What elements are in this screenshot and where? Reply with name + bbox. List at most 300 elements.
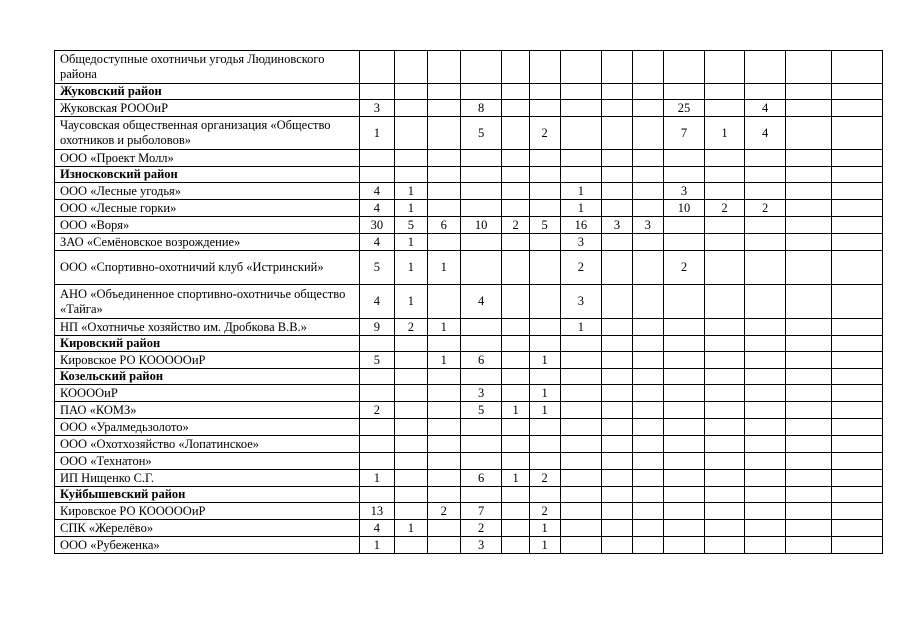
quota-cell	[832, 352, 883, 369]
quota-cell	[602, 100, 633, 117]
quota-cell	[705, 319, 744, 336]
quota-cell: 2	[529, 470, 560, 487]
quota-cell	[744, 150, 786, 167]
quota-cell	[502, 419, 529, 436]
quota-cell	[394, 487, 427, 503]
quota-cell	[602, 503, 633, 520]
quota-cell	[786, 470, 832, 487]
quota-cell: 1	[394, 251, 427, 285]
quota-cell	[744, 369, 786, 385]
quota-cell	[663, 520, 705, 537]
quota-cell: 25	[663, 100, 705, 117]
table-row	[55, 419, 883, 436]
quota-cell	[502, 352, 529, 369]
quota-cell: 16	[560, 217, 602, 234]
quota-cell	[786, 487, 832, 503]
quota-cell	[632, 251, 663, 285]
organization-name: Жуковская РОООиР	[55, 100, 360, 117]
table-row	[55, 453, 883, 470]
quota-cell	[744, 234, 786, 251]
quota-cell: 3	[602, 217, 633, 234]
quota-cell	[744, 537, 786, 554]
quota-cell	[744, 84, 786, 100]
quota-cell	[502, 487, 529, 503]
quota-cell: 1	[427, 352, 460, 369]
table-row	[55, 352, 883, 369]
quota-cell	[632, 285, 663, 319]
quota-cell	[394, 503, 427, 520]
quota-cell: 6	[460, 470, 502, 487]
quota-cell	[427, 234, 460, 251]
quota-cell	[529, 436, 560, 453]
quota-cell: 2	[705, 200, 744, 217]
quota-cell: 30	[359, 217, 394, 234]
quota-cell	[560, 167, 602, 183]
quota-cell	[663, 51, 705, 84]
quota-cell	[786, 369, 832, 385]
quota-cell	[632, 520, 663, 537]
quota-cell	[663, 234, 705, 251]
quota-cell	[786, 419, 832, 436]
quota-cell	[786, 385, 832, 402]
quota-cell	[705, 234, 744, 251]
quota-cell: 10	[663, 200, 705, 217]
organization-name: ИП Нищенко С.Г.	[55, 470, 360, 487]
quota-cell	[529, 319, 560, 336]
quota-cell	[602, 453, 633, 470]
quota-cell	[394, 51, 427, 84]
quota-cell: 5	[359, 352, 394, 369]
quota-cell	[502, 234, 529, 251]
quota-cell	[786, 167, 832, 183]
quota-cell	[632, 234, 663, 251]
quota-cell	[786, 436, 832, 453]
quota-cell	[705, 183, 744, 200]
quota-cell	[663, 285, 705, 319]
quota-cell	[560, 487, 602, 503]
quota-cell	[394, 167, 427, 183]
quota-cell	[705, 150, 744, 167]
quota-cell	[502, 319, 529, 336]
quota-cell	[832, 285, 883, 319]
quota-cell	[602, 150, 633, 167]
quota-cell	[460, 150, 502, 167]
quota-cell	[705, 503, 744, 520]
quota-cell	[832, 150, 883, 167]
organization-name: ПАО «КОМЗ»	[55, 402, 360, 419]
quota-cell	[529, 487, 560, 503]
quota-cell	[705, 470, 744, 487]
quota-cell: 2	[394, 319, 427, 336]
quota-cell: 3	[663, 183, 705, 200]
quota-cell	[502, 51, 529, 84]
quota-cell: 1	[359, 537, 394, 554]
quota-cell	[705, 419, 744, 436]
organization-name: Кировское РО КОООООиР	[55, 352, 360, 369]
quota-cell	[560, 352, 602, 369]
quota-cell	[705, 51, 744, 84]
quota-cell	[632, 537, 663, 554]
quota-cell	[502, 336, 529, 352]
quota-cell	[705, 251, 744, 285]
quota-cell	[632, 183, 663, 200]
quota-cell	[632, 503, 663, 520]
quota-cell	[663, 352, 705, 369]
table-row	[55, 385, 883, 402]
quota-cell: 7	[460, 503, 502, 520]
quota-cell	[560, 436, 602, 453]
quota-cell	[786, 51, 832, 84]
quota-cell	[427, 285, 460, 319]
quota-cell: 2	[502, 217, 529, 234]
quota-cell	[632, 336, 663, 352]
quota-cell	[744, 183, 786, 200]
quota-cell	[602, 369, 633, 385]
table-row	[55, 100, 883, 117]
organization-name: Чаусовская общественная организация «Общество охотников и рыболовов»	[55, 117, 360, 150]
district-header-row	[55, 369, 883, 385]
quota-cell: 4	[359, 285, 394, 319]
quota-cell	[502, 183, 529, 200]
quota-cell	[705, 167, 744, 183]
quota-cell	[394, 84, 427, 100]
organization-name: ООО «Спортивно-охотничий клуб «Истринский»	[55, 251, 360, 285]
quota-cell	[502, 520, 529, 537]
quota-cell	[832, 487, 883, 503]
quota-cell	[786, 503, 832, 520]
quota-cell	[786, 117, 832, 150]
quota-cell	[663, 487, 705, 503]
quota-cell	[663, 369, 705, 385]
quota-cell	[705, 336, 744, 352]
quota-cell	[786, 217, 832, 234]
quota-cell	[529, 200, 560, 217]
quota-cell	[359, 51, 394, 84]
quota-cell	[359, 419, 394, 436]
quota-cell: 3	[560, 234, 602, 251]
quota-cell	[359, 84, 394, 100]
quota-cell	[832, 503, 883, 520]
quota-cell	[832, 385, 883, 402]
quota-cell	[705, 352, 744, 369]
quota-cell	[560, 520, 602, 537]
quota-cell	[529, 183, 560, 200]
quota-cell	[602, 385, 633, 402]
quota-cell	[832, 251, 883, 285]
quota-cell	[359, 336, 394, 352]
quota-cell	[502, 369, 529, 385]
quota-cell	[632, 419, 663, 436]
quota-cell: 1	[394, 183, 427, 200]
organization-name: Кировское РО КОООООиР	[55, 503, 360, 520]
quota-cell	[663, 470, 705, 487]
quota-cell	[786, 352, 832, 369]
quota-cell	[602, 419, 633, 436]
quota-cell	[632, 385, 663, 402]
quota-cell	[705, 369, 744, 385]
quota-cell	[427, 200, 460, 217]
quota-cell	[663, 84, 705, 100]
quota-cell	[744, 167, 786, 183]
quota-cell	[502, 117, 529, 150]
table-row	[55, 51, 883, 84]
quota-cell	[786, 183, 832, 200]
quota-cell	[705, 402, 744, 419]
quota-cell	[602, 234, 633, 251]
quota-cell	[560, 100, 602, 117]
quota-cell	[427, 117, 460, 150]
table-row	[55, 150, 883, 167]
quota-cell	[602, 319, 633, 336]
quota-cell	[663, 150, 705, 167]
quota-cell	[502, 285, 529, 319]
quota-cell	[832, 520, 883, 537]
quota-cell: 13	[359, 503, 394, 520]
table-row	[55, 117, 883, 150]
district-name: Куйбышевский район	[55, 487, 360, 503]
quota-cell	[744, 470, 786, 487]
quota-cell	[359, 150, 394, 167]
quota-cell	[832, 100, 883, 117]
quota-cell	[529, 51, 560, 84]
quota-cell	[744, 419, 786, 436]
quota-cell	[602, 470, 633, 487]
quota-cell	[427, 453, 460, 470]
quota-cell	[394, 419, 427, 436]
organization-name: СПК «Жерелёво»	[55, 520, 360, 537]
quota-cell	[394, 150, 427, 167]
quota-cell	[632, 200, 663, 217]
quota-cell: 1	[394, 520, 427, 537]
quota-cell	[560, 84, 602, 100]
quota-cell	[394, 402, 427, 419]
organization-name: ЗАО «Семёновское возрождение»	[55, 234, 360, 251]
quota-cell	[460, 369, 502, 385]
quota-cell	[560, 369, 602, 385]
quota-cell	[744, 453, 786, 470]
quota-cell	[632, 487, 663, 503]
quota-cell	[427, 150, 460, 167]
quota-cell: 5	[460, 402, 502, 419]
quota-cell	[602, 487, 633, 503]
quota-cell	[832, 336, 883, 352]
quota-cell	[427, 436, 460, 453]
organization-name: ООО «Охотхозяйство «Лопатинское»	[55, 436, 360, 453]
quota-cell	[632, 117, 663, 150]
quota-cell	[832, 436, 883, 453]
quota-cell	[832, 84, 883, 100]
quota-cell: 2	[560, 251, 602, 285]
quota-cell	[460, 319, 502, 336]
quota-cell	[786, 234, 832, 251]
quota-cell: 1	[502, 402, 529, 419]
quota-cell	[832, 183, 883, 200]
quota-cell	[602, 352, 633, 369]
quota-cell	[663, 402, 705, 419]
quota-cell: 1	[560, 183, 602, 200]
quota-cell: 4	[359, 200, 394, 217]
quota-cell	[427, 369, 460, 385]
quota-cell	[786, 537, 832, 554]
quota-cell	[832, 200, 883, 217]
quota-cell	[832, 234, 883, 251]
quota-cell	[632, 436, 663, 453]
quota-cell: 6	[460, 352, 502, 369]
quota-cell	[394, 100, 427, 117]
quota-cell	[632, 369, 663, 385]
organization-name: НП «Охотничье хозяйство им. Дробкова В.В.»	[55, 319, 360, 336]
quota-cell	[460, 251, 502, 285]
organization-name: ООО «Уралмедьзолото»	[55, 419, 360, 436]
quota-cell	[560, 51, 602, 84]
quota-cell	[560, 419, 602, 436]
quota-cell	[632, 453, 663, 470]
quota-cell	[502, 200, 529, 217]
quota-cell	[560, 503, 602, 520]
quota-cell: 3	[632, 217, 663, 234]
quota-cell	[832, 117, 883, 150]
quota-cell: 1	[427, 251, 460, 285]
quota-cell	[602, 51, 633, 84]
quota-cell: 1	[560, 200, 602, 217]
quota-cell: 4	[744, 100, 786, 117]
district-name: Жуковский район	[55, 84, 360, 100]
table-row	[55, 520, 883, 537]
quota-cell	[602, 520, 633, 537]
table-row	[55, 183, 883, 200]
quota-cell	[460, 234, 502, 251]
quota-cell	[744, 352, 786, 369]
quota-cell	[529, 336, 560, 352]
quota-cell: 5	[529, 217, 560, 234]
quota-cell	[460, 453, 502, 470]
quota-cell	[663, 385, 705, 402]
quota-cell	[460, 336, 502, 352]
quota-cell	[602, 537, 633, 554]
quota-cell	[427, 487, 460, 503]
quota-cell	[502, 503, 529, 520]
quota-cell	[663, 217, 705, 234]
quota-cell: 5	[460, 117, 502, 150]
quota-cell	[460, 487, 502, 503]
quota-cell	[394, 470, 427, 487]
quota-cell	[359, 167, 394, 183]
quota-cell	[560, 537, 602, 554]
quota-cell	[663, 537, 705, 554]
quota-cell: 3	[359, 100, 394, 117]
quota-cell: 2	[460, 520, 502, 537]
quota-cell	[705, 453, 744, 470]
quota-cell	[705, 487, 744, 503]
quota-cell: 1	[359, 470, 394, 487]
organization-name: ООО «Рубеженка»	[55, 537, 360, 554]
quota-cell	[394, 537, 427, 554]
quota-cell	[705, 217, 744, 234]
quota-cell	[427, 470, 460, 487]
quota-cell	[744, 487, 786, 503]
quota-cell: 2	[529, 503, 560, 520]
quota-cell	[632, 402, 663, 419]
quota-cell: 1	[394, 234, 427, 251]
quota-cell	[359, 453, 394, 470]
quota-cell	[560, 402, 602, 419]
quota-cell	[502, 150, 529, 167]
quota-cell	[602, 251, 633, 285]
quota-cell	[786, 251, 832, 285]
district-name: Износковский район	[55, 167, 360, 183]
quota-cell: 3	[560, 285, 602, 319]
quota-cell	[602, 200, 633, 217]
district-header-row	[55, 167, 883, 183]
table-row	[55, 234, 883, 251]
quota-cell	[744, 285, 786, 319]
quota-cell	[427, 51, 460, 84]
quota-cell	[560, 453, 602, 470]
quota-cell	[502, 436, 529, 453]
quota-cell	[394, 352, 427, 369]
quota-cell	[832, 167, 883, 183]
organization-name: АНО «Объединенное спортивно-охотничье общество «Тайга»	[55, 285, 360, 319]
quota-cell	[460, 183, 502, 200]
quota-cell	[744, 385, 786, 402]
quota-cell	[359, 436, 394, 453]
quota-cell	[744, 402, 786, 419]
quota-cell	[427, 537, 460, 554]
quota-cell: 1	[394, 285, 427, 319]
district-name: Кировский район	[55, 336, 360, 352]
quota-cell: 1	[705, 117, 744, 150]
quota-cell: 6	[427, 217, 460, 234]
quota-cell	[560, 470, 602, 487]
quota-cell	[744, 319, 786, 336]
quota-cell	[529, 369, 560, 385]
quota-cell: 10	[460, 217, 502, 234]
table-row	[55, 285, 883, 319]
quota-cell: 1	[529, 352, 560, 369]
quota-cell	[744, 436, 786, 453]
table-row	[55, 503, 883, 520]
quota-cell	[502, 537, 529, 554]
quota-cell	[502, 251, 529, 285]
quota-cell	[427, 100, 460, 117]
quota-cell	[786, 150, 832, 167]
quota-cell	[832, 319, 883, 336]
quota-cell	[460, 419, 502, 436]
quota-cell	[427, 84, 460, 100]
quota-cell	[744, 520, 786, 537]
quota-cell	[705, 285, 744, 319]
quota-cell	[705, 385, 744, 402]
quota-cell	[359, 487, 394, 503]
quota-cell	[560, 336, 602, 352]
quota-cell: 2	[744, 200, 786, 217]
quota-cell	[602, 167, 633, 183]
quota-cell	[460, 51, 502, 84]
quota-cell: 1	[502, 470, 529, 487]
quota-cell	[529, 100, 560, 117]
quota-cell	[786, 84, 832, 100]
quota-cell	[786, 200, 832, 217]
quota-cell	[832, 369, 883, 385]
quota-cell: 1	[427, 319, 460, 336]
quota-cell: 1	[529, 385, 560, 402]
quota-cell	[786, 520, 832, 537]
quota-cell	[529, 419, 560, 436]
quota-cell	[427, 336, 460, 352]
quota-cell	[529, 167, 560, 183]
quota-cell	[786, 336, 832, 352]
quota-cell	[394, 336, 427, 352]
